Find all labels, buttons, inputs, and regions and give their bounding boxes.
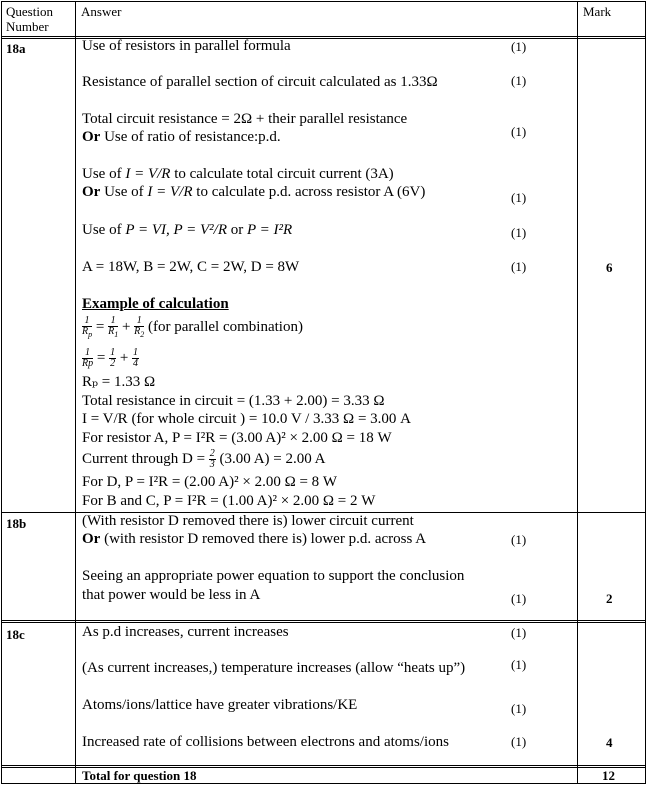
fraction-1-over-r1: $\frac{1}{R_1}$ <box>108 314 119 339</box>
answer-18b-1: (With resistor D removed there is) lower circuit current <box>82 513 414 529</box>
col-divider-2 <box>577 1 578 784</box>
example-line-current-d: Current through D = $\frac{2}{3}$ (3.00 A) = 2.00 A <box>82 448 326 471</box>
answer-18b-1-or: Or (with resistor D removed there is) lower p.d. across A <box>82 531 427 547</box>
answer-18a-2: Resistance of parallel section of circuit calculated as 1.33Ω <box>82 74 438 90</box>
question-label-18b: 18b <box>6 516 27 531</box>
mark-18c-1: (1) <box>511 625 527 640</box>
fraction-1-over-4: $\frac{1}{4}$ <box>133 347 139 370</box>
mark-18c-4: (1) <box>511 734 527 749</box>
example-line-power-bc: For B and C, P = I²R = (1.00 A)² × 2.00 Ω = 2 W <box>82 493 376 509</box>
answer-18c-3: Atoms/ions/lattice have greater vibrations/KE <box>82 697 358 713</box>
fraction-1-over-r2: $\frac{1}{R_2}$ <box>134 314 145 339</box>
fraction-1-over-2: $\frac{1}{2}$ <box>110 347 116 370</box>
mark-18a-3: (1) <box>511 124 527 139</box>
answer-18a-1: Use of resistors in parallel formula <box>82 38 291 54</box>
answer-18a-3-or: Or Use of ratio of resistance:p.d. <box>82 129 281 145</box>
answer-18a-4-or: Or Use of I = V/R to calculate p.d. across resistor A (6V) <box>82 184 426 200</box>
fraction-1-over-rp-2: $\frac{1}{Rp}$ <box>82 347 94 370</box>
example-line-current: I = V/R (for whole circuit ) = 10.0 V / 3.33 Ω = 3.00 A <box>82 411 411 427</box>
col-divider-1 <box>75 1 76 784</box>
example-line-power-d: For D, P = I²R = (2.00 A)² × 2.00 Ω = 8 W <box>82 474 338 490</box>
example-line-parallel-formula: $\frac{1}{R_p}$ = $\frac{1}{R_1}$ + $\frac{1}{R_2}$ (for parallel combination) <box>82 314 303 339</box>
answer-18c-2: (As current increases,) temperature increases (allow “heats up”) <box>82 660 466 676</box>
mark-18a-4: (1) <box>511 190 527 205</box>
mark-18b-1: (1) <box>511 532 527 547</box>
total-mark-18c: 4 <box>606 735 613 750</box>
answer-18c-1: As p.d increases, current increases <box>82 624 289 640</box>
header-divider <box>1 36 646 37</box>
total-label: Total for question 18 <box>82 768 197 783</box>
answer-18b-2: Seeing an appropriate power equation to support the conclusion <box>82 568 465 584</box>
table-border-bottom <box>1 783 646 784</box>
table-border-right <box>645 1 646 784</box>
answer-18a-5: Use of P = VI, P = V²/R or P = I²R <box>82 222 293 238</box>
total-mark-18a: 6 <box>606 260 613 275</box>
fraction-2-over-3: $\frac{2}{3}$ <box>209 448 215 471</box>
mark-18c-2: (1) <box>511 657 527 672</box>
mark-18a-2: (1) <box>511 73 527 88</box>
example-line-total-resistance: Total resistance in circuit = (1.33 + 2.00) = 3.33 Ω <box>82 393 385 409</box>
row-divider-18c-2 <box>1 622 646 623</box>
answer-18a-6: A = 18W, B = 2W, C = 2W, D = 8W <box>82 259 300 275</box>
answer-18b-2b: that power would be less in A <box>82 587 261 603</box>
mark-18a-5: (1) <box>511 225 527 240</box>
header-question-number: Question Number <box>6 4 53 34</box>
table-border-top <box>1 1 646 2</box>
example-line-power-a: For resistor A, P = I²R = (3.00 A)² × 2.00 Ω = 18 W <box>82 430 392 446</box>
answer-18c-4: Increased rate of collisions between electrons and atoms/ions <box>82 734 449 750</box>
answer-18a-4: Use of I = V/R to calculate total circuit current (3A) <box>82 166 394 182</box>
example-line-rp: Rₚ = 1.33 Ω <box>82 374 156 390</box>
header-answer: Answer <box>81 4 122 19</box>
example-line-parallel-values: $\frac{1}{Rp}$ = $\frac{1}{2}$ + $\frac{1}{4}$ <box>82 347 139 370</box>
question-label-18a: 18a <box>6 41 26 56</box>
mark-18c-3: (1) <box>511 701 527 716</box>
mark-18a-1: (1) <box>511 39 527 54</box>
question-label-18c: 18c <box>6 627 25 642</box>
answer-18a-3: Total circuit resistance = 2Ω + their parallel resistance <box>82 111 408 127</box>
row-divider-18c <box>1 620 646 621</box>
mark-18b-2: (1) <box>511 591 527 606</box>
header-mark: Mark <box>583 4 612 19</box>
mark-18a-6: (1) <box>511 259 527 274</box>
total-mark-question-18: 12 <box>602 768 615 783</box>
fraction-1-over-rp: $\frac{1}{R_p}$ <box>82 314 93 339</box>
row-divider-total <box>1 765 646 766</box>
table-border-left <box>1 1 2 784</box>
example-heading: Example of calculation <box>82 296 229 312</box>
total-mark-18b: 2 <box>606 591 613 606</box>
